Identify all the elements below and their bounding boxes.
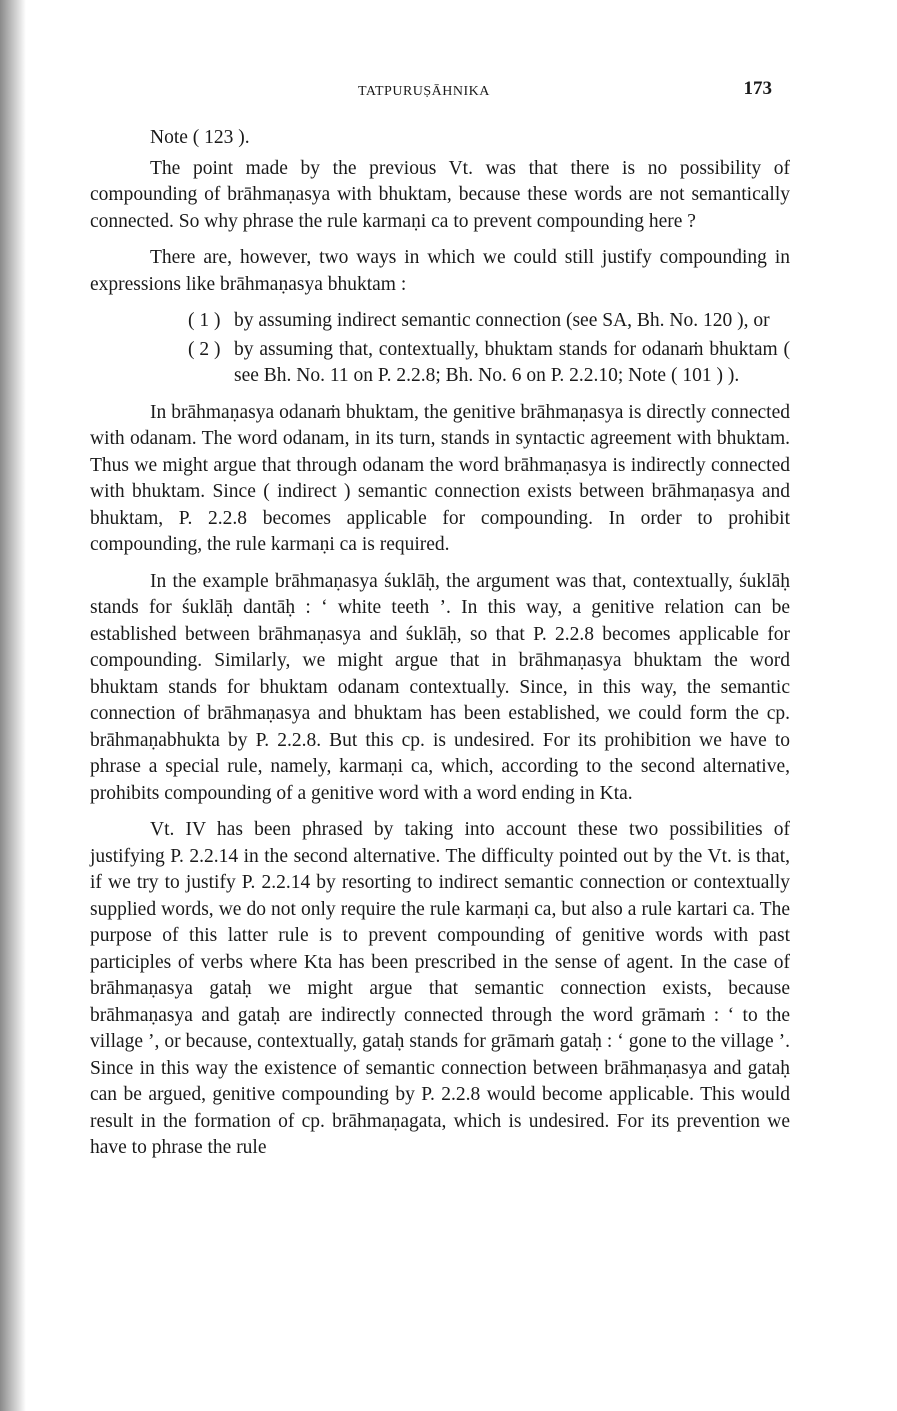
option-text: by assuming indirect semantic connection (see SA, Bh. No. 120 ), or [234, 310, 770, 331]
options-list [188, 308, 790, 390]
paragraph-1: The point made by the previous Vt. was that there is no possibility of compounding of brāhmaṇasya with bhuktam, because these words are not semantically connected. So why phrase the rule karmaṇi ca to prevent compounding here ? [90, 157, 790, 232]
paragraph-4: In the example brāhmaṇasya śuklāḥ, the argument was that, contextually, śuklāḥ stands for śuklāḥ dantāḥ : ‘ white teeth ’. In this way, a genitive relation can be established between brāhmaṇasya and śuklāḥ, so that P. 2.2.8 becomes applicable for compounding. Similarly, we might argue that in brāhmaṇasya bhuktam the word bhuktam stands for bhuktam odanam contextually. Since, in this way, the semantic connection of brāhmaṇasya and bhuktam has been established, we could form the cp. brāhmaṇabhukta by P. 2.2.8. But this cp. is undesired. For its prohibition we have to phrase a special rule, namely, karmaṇi ca, which, according to the second alternative, prohibits compounding of a genitive word with a word ending in Kta. [90, 570, 790, 804]
page-header [90, 78, 780, 104]
option-item [188, 308, 790, 335]
body-text [90, 125, 790, 1172]
note-label: Note ( 123 ). [150, 127, 250, 148]
paragraph-5: Vt. IV has been phrased by taking into account these two possibilities of justifying P. 2.2.14 in the second alternative. The difficulty pointed out by the Vt. is that, if we try to justify P. 2.2.14 by resorting to indirect semantic connection or contextually supplied words, we do not only require the rule karmaṇi ca, but also a rule kartari ca. The purpose of this latter rule is to prevent compounding of genitive words with past participles of verbs where Kta has been prescribed in the sense of agent. In the case of brāhmaṇasya gataḥ we might argue that semantic connection exists, because brāhmaṇasya and gataḥ are indirectly connected through the word grāmaṁ : ‘ to the village ’, or because, contextually, gataḥ stands for grāmaṁ gataḥ : ‘ gone to the village ’. Since in this way the existence of semantic connection between brāhmaṇasya and gataḥ can be argued, genitive compounding by P. 2.2.8 would become applicable. This would result in the formation of cp. brāhmaṇagata, which is undesired. For its prevention we have to phrase the rule [90, 819, 790, 1158]
option-marker: ( 1 ) [188, 310, 221, 331]
option-item [188, 337, 790, 390]
paragraph-2: There are, however, two ways in which we could still justify compounding in expressions like brāhmaṇasya bhuktam : [90, 247, 790, 295]
option-text: by assuming that, contextually, bhuktam stands for odanaṁ bhuktam ( see Bh. No. 11 on P. 2.2.8; Bh. No. 6 on P. 2.2.10; Note ( 101 ) ). [234, 338, 790, 386]
book-spine-shadow [0, 0, 26, 1411]
option-marker: ( 2 ) [188, 338, 221, 360]
paragraph-3: In brāhmaṇasya odanaṁ bhuktam, the genitive brāhmaṇasya is directly connected with odanam. The word odanam, in its turn, stands in syntactic agreement with bhuktam. Thus we might argue that through odanam the word brāhmaṇasya is indirectly connected with bhuktam. Since ( indirect ) semantic connection exists between brāhmaṇasya and bhuktam, P. 2.2.8 becomes applicable for compounding. In order to prohibit compounding, the rule karmaṇi ca is required. [90, 401, 790, 555]
page-number: 173 [743, 78, 772, 99]
running-title: TATPURUṢĀHNIKA [358, 84, 490, 99]
